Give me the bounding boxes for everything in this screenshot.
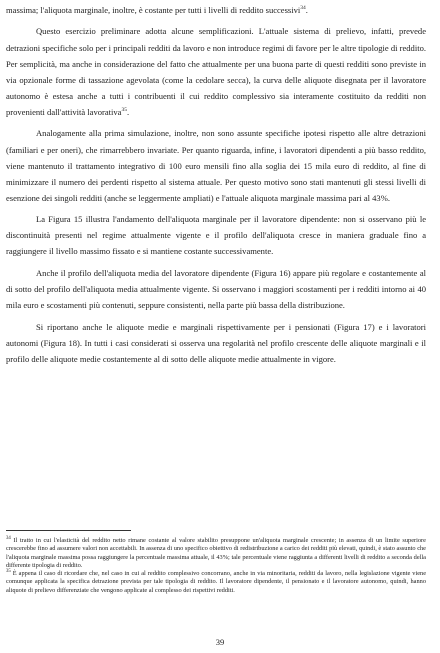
paragraph xyxy=(6,265,426,313)
paragraph-text: massima; l'aliquota marginale, inoltre, è costante per tutti i livelli di reddito successivi xyxy=(6,5,301,15)
paragraph-text: La Figura 15 illustra l'andamento dell'aliquota marginale per il lavoratore dipendente: non si osservano più le discontinuità presenti nel regime attualmente vigente e il profilo dell'aliquota cresce in maniera graduale fino a raggiungere il livello massimo fissato e si mantiene costante successivamente. xyxy=(6,214,426,257)
paragraph-text: Questo esercizio preliminare adotta alcune semplificazioni. L'attuale sistema di prelievo, infatti, prevede detrazioni specifiche solo per i principali redditi da lavoro e non introduce regimi di favore per le altre tipologie di reddito. Per semplicità, ma anche in considerazione del fatto che attualmente per una buona parte di questi redditi sono previste in via opzionale forme di tassazione agevolata (come la cedolare secca), la curva delle aliquote disegnata per il lavoratore autonomo è estesa anche a tutti i contribuenti il cui reddito complessivo sia interamente costituito da redditi non provenienti dall'attività lavorativa xyxy=(6,26,426,117)
footnote-ref: 34 xyxy=(300,5,306,12)
paragraph-text: Analogamente alla prima simulazione, inoltre, non sono assunte specifiche ipotesi rispetto alle altre detrazioni (familiari e per oneri), che rimarrebbero invariate. Per quanto riguarda, infine, i lavoratori dipendenti a più basso reddito, viene mantenuto il trattamento integrativo di 100 euro mensili fino alla soglia dei 15 mila euro di reddito, al fine di minimizzare il numero dei perdenti rispetto al sistema attuale. Per questo motivo sono stati mantenuti gli stessi livelli di esenzione dei singoli redditi (anche se leggermente ampliati) e l'attuale aliquota marginale massima pari al 43%. xyxy=(6,128,426,203)
footnote-number: 35 xyxy=(6,569,11,575)
paragraph-end: . xyxy=(305,5,308,15)
footnote xyxy=(6,570,426,595)
footnote-ref: 35 xyxy=(121,107,127,114)
paragraph-text: Si riportano anche le aliquote medie e marginali rispettivamente per i pensionati (Figura 17) e i lavoratori autonomi (Figura 18). In tutti i casi considerati si osserva una regolarità nel profilo crescente delle aliquote marginali e il profilo delle aliquote medie costantemente al di sotto delle aliquote medie attualmente in vigore. xyxy=(6,321,426,364)
footnote-text: È appena il caso di ricordare che, nel caso in cui al reddito complessivo concorrano, anche in via minoritaria, redditi da lavoro, nella legislazione vigente viene comunque applicata la specifica detrazione prevista per tale tipologia di reddito. Il lavoratore dipendente, il pensionato e il lavoratore autonomo, quindi, hanno aliquote di prelievo differenziate che vengono applicate al complesso dei rispettivi redditi. xyxy=(6,570,427,594)
footnote xyxy=(6,537,426,570)
footnote-number: 34 xyxy=(6,535,11,541)
paragraph xyxy=(6,319,426,367)
body-text xyxy=(6,2,426,372)
page-number: 39 xyxy=(215,637,225,647)
footnote-text: Il tratto in cui l'elasticità del reddito netto rimane costante al valore stabilito presuppone un'aliquota marginale crescente; in assenza di un limite superiore crescerebbe fino ad assumere valori non accettabili. In assenza di uno specifico obiettivo di redistribuzione a carico dei redditi più elevati, quindi, è stato assunto che l'aliquota marginale massima possa raggiungere la percentuale massima attuale, il 43%; tale percentuale viene raggiunta a differenti livelli di reddito a seconda della differente tipologia di reddito. xyxy=(6,537,426,569)
footnote-separator xyxy=(6,530,131,531)
paragraph-text: Anche il profilo dell'aliquota media del lavoratore dipendente (Figura 16) appare più regolare e costantemente al di sotto del profilo dell'aliquota media attualmente vigente. Si osservano i maggiori scostamenti per i redditi intorno ai 40 mila euro e scostamenti più contenuti, seppure consistenti, nella parte più bassa della distribuzione. xyxy=(6,267,426,311)
paragraph xyxy=(6,23,426,120)
paragraph-end: . xyxy=(126,106,130,117)
footnotes xyxy=(6,537,426,595)
paragraph xyxy=(6,125,426,205)
paragraph xyxy=(6,211,426,259)
paragraph xyxy=(6,2,426,18)
